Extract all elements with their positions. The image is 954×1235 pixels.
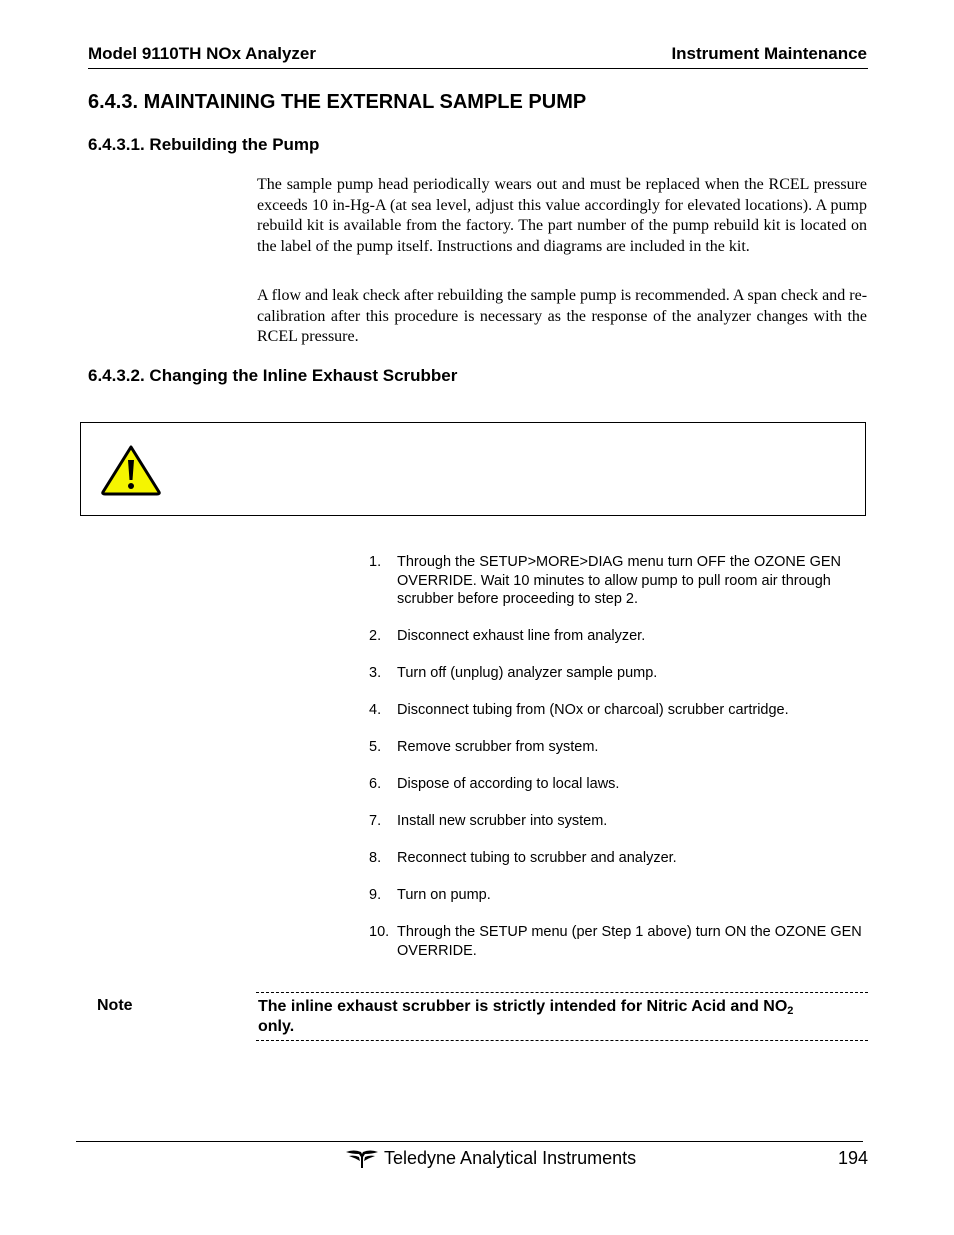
step-text: Reconnect tubing to scrubber and analyzer. bbox=[397, 850, 677, 866]
note-text-main: The inline exhaust scrubber is strictly intended for Nitric Acid and NO bbox=[258, 998, 788, 1015]
footer-rule bbox=[76, 1141, 863, 1142]
note-bottom-divider bbox=[256, 1040, 868, 1041]
note-text bbox=[258, 997, 858, 1037]
list-item bbox=[369, 849, 869, 868]
header-chapter: Instrument Maintenance bbox=[671, 44, 867, 63]
footer-company: Teledyne Analytical Instruments bbox=[384, 1148, 637, 1168]
list-item bbox=[369, 923, 869, 960]
step-number: 1. bbox=[369, 554, 382, 570]
list-item bbox=[369, 775, 869, 794]
list-item bbox=[369, 627, 869, 646]
step-number: 5. bbox=[369, 739, 382, 755]
paragraph-rebuild-1: The sample pump head periodically wears out and must be replaced when the RCEL pressure exceeds 10 in-Hg-A (at sea level, adjust this value accordingly for elevated locations). A pump rebuild kit is available from the factory. The part number of the pump rebuild kit is located on the label of the pump itself. Instructions and diagrams are included in the kit. bbox=[257, 176, 867, 255]
header-rule bbox=[88, 68, 868, 69]
note-label: Note bbox=[97, 997, 133, 1014]
warning-triangle-icon bbox=[100, 444, 162, 496]
step-text: Through the SETUP>MORE>DIAG menu turn OFF the OZONE GEN OVERRIDE. Wait 10 minutes to allow pump to pull room air through scrubber before proceeding to step 2. bbox=[397, 554, 842, 607]
subsection-title-rebuilding: 6.4.3.1. Rebuilding the Pump bbox=[88, 135, 320, 154]
step-text: Turn off (unplug) analyzer sample pump. bbox=[397, 665, 658, 681]
teledyne-logo-icon bbox=[345, 1149, 379, 1169]
step-number: 6. bbox=[369, 776, 382, 792]
step-number: 4. bbox=[369, 702, 382, 718]
step-text: Disconnect tubing from (NOx or charcoal) scrubber cartridge. bbox=[397, 702, 789, 718]
procedure-steps bbox=[369, 553, 869, 979]
list-item bbox=[369, 664, 869, 683]
list-item bbox=[369, 701, 869, 720]
note-subscript: 2 bbox=[787, 1005, 794, 1017]
warning-box bbox=[80, 422, 866, 516]
step-text: Disconnect exhaust line from analyzer. bbox=[397, 628, 646, 644]
step-number: 10. bbox=[369, 924, 390, 940]
note-top-divider bbox=[256, 992, 868, 993]
section-title: 6.4.3. MAINTAINING THE EXTERNAL SAMPLE PUMP bbox=[88, 91, 587, 113]
step-number: 8. bbox=[369, 850, 382, 866]
step-text: Remove scrubber from system. bbox=[397, 739, 599, 755]
list-item bbox=[369, 812, 869, 831]
step-text: Dispose of according to local laws. bbox=[397, 776, 620, 792]
list-item bbox=[369, 886, 869, 905]
page-number: 194 bbox=[838, 1148, 869, 1168]
subsection-title-scrubber: 6.4.3.2. Changing the Inline Exhaust Scrubber bbox=[88, 366, 458, 385]
step-number: 3. bbox=[369, 665, 382, 681]
header-model: Model 9110TH NOx Analyzer bbox=[88, 44, 317, 63]
list-item bbox=[369, 738, 869, 757]
list-item bbox=[369, 553, 869, 609]
step-text: Install new scrubber into system. bbox=[397, 813, 608, 829]
step-number: 7. bbox=[369, 813, 382, 829]
step-text: Turn on pump. bbox=[397, 887, 491, 903]
step-text: Through the SETUP menu (per Step 1 above) turn ON the OZONE GEN OVERRIDE. bbox=[397, 924, 862, 959]
step-number: 9. bbox=[369, 887, 382, 903]
step-number: 2. bbox=[369, 628, 382, 644]
note-text-end: only. bbox=[258, 1018, 295, 1035]
paragraph-rebuild-2: A flow and leak check after rebuilding the sample pump is recommended. A span check and re-calibration after this procedure is necessary as the response of the analyzer changes with the RCEL pressure. bbox=[257, 287, 868, 345]
